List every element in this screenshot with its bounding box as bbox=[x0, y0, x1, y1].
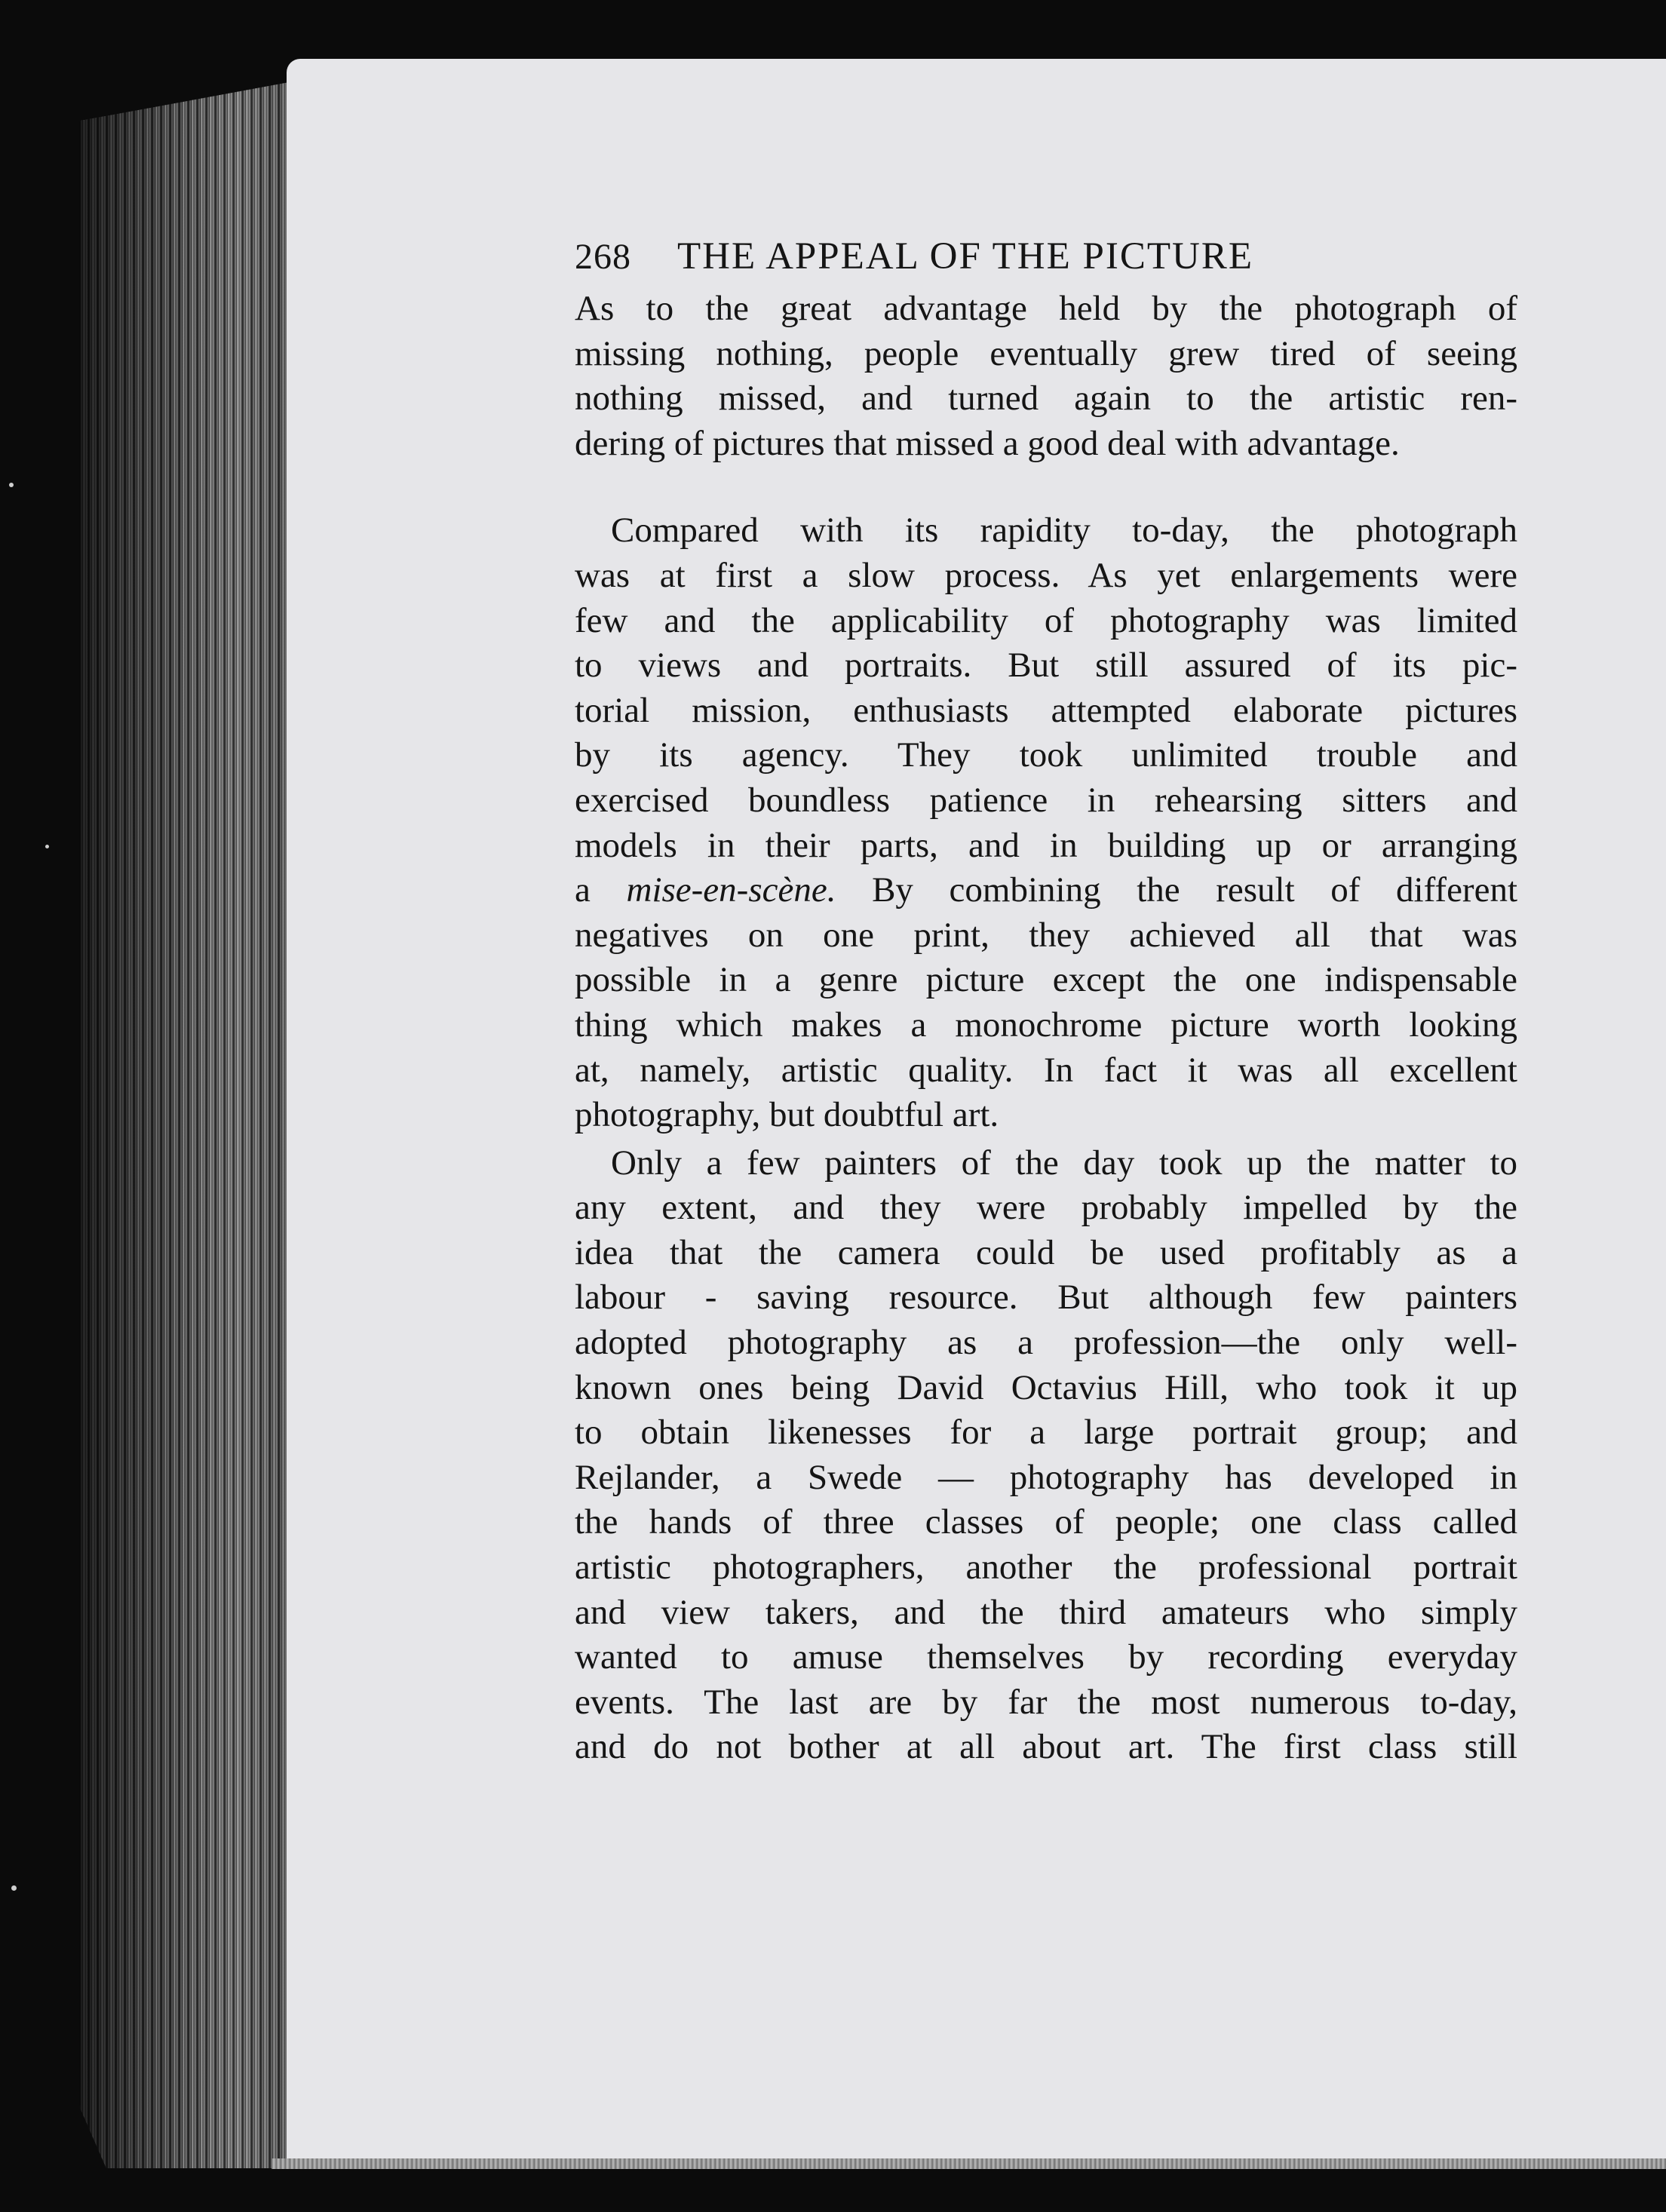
page-text-block bbox=[575, 226, 1517, 1770]
text-line: As to the great advantage held by the photograph of bbox=[575, 289, 1517, 328]
page-bottom-edge bbox=[272, 2158, 1666, 2169]
text-line: adopted photography as a profession—the only well- bbox=[575, 1323, 1517, 1363]
text-line: Only a few painters of the day took up the matter to bbox=[611, 1143, 1517, 1183]
text-line: Compared with its rapidity to-day, the photograph bbox=[611, 511, 1517, 551]
text-line: dering of pictures that missed a good deal with advantage. bbox=[575, 423, 1400, 463]
text-line: artistic photographers, another the professional portrait bbox=[575, 1548, 1517, 1588]
text-line: to views and portraits. But still assured of its pic- bbox=[575, 646, 1517, 686]
paragraph-3 bbox=[575, 1141, 1517, 1770]
text-line-with-italic bbox=[575, 868, 1517, 913]
paragraph-2 bbox=[575, 508, 1517, 1137]
running-head bbox=[575, 226, 1517, 287]
text-line: exercised boundless patience in rehearsing sitters and bbox=[575, 780, 1517, 820]
page-number: 268 bbox=[575, 237, 631, 277]
text-line: models in their parts, and in building up or arranging bbox=[575, 825, 1517, 865]
text-line: possible in a genre picture except the one indispensable bbox=[575, 960, 1517, 1000]
dust-speck bbox=[11, 1885, 17, 1891]
dust-speck bbox=[9, 483, 14, 487]
text-line: was at first a slow process. As yet enlargements were bbox=[575, 555, 1517, 595]
text-line: by its agency. They took unlimited trouble and bbox=[575, 735, 1517, 775]
paragraph-gap bbox=[575, 466, 1517, 508]
text-line: and view takers, and the third amateurs who simply bbox=[575, 1592, 1517, 1632]
book-edge-shadow bbox=[79, 79, 305, 2168]
text-line: and do not bother at all about art. The first class still bbox=[575, 1727, 1517, 1767]
text-line: photography, but doubtful art. bbox=[575, 1095, 999, 1135]
text-line: torial mission, enthusiasts attempted elaborate pictures bbox=[575, 690, 1517, 730]
running-head-title: THE APPEAL OF THE PICTURE bbox=[677, 235, 1254, 278]
text-fragment: a bbox=[575, 870, 591, 910]
text-line: to obtain likenesses for a large portrait group; and bbox=[575, 1413, 1517, 1453]
text-line: Rejlander, a Swede — photography has developed in bbox=[575, 1457, 1517, 1497]
text-line: labour - saving resource. But although few painters bbox=[575, 1278, 1517, 1318]
text-line: any extent, and they were probably impelled by the bbox=[575, 1188, 1517, 1228]
text-line: at, namely, artistic quality. In fact it was all excellent bbox=[575, 1050, 1517, 1090]
text-line: wanted to amuse themselves by recording everyday bbox=[575, 1637, 1517, 1677]
text-line: known ones being David Octavius Hill, who took it up bbox=[575, 1367, 1517, 1407]
text-line: negatives on one print, they achieved all that was bbox=[575, 915, 1517, 955]
text-line: missing nothing, people eventually grew tired of seeing bbox=[575, 333, 1517, 373]
text-line: idea that the camera could be used profitably as a bbox=[575, 1232, 1517, 1272]
dust-speck bbox=[45, 845, 49, 848]
text-line: events. The last are by far the most numerous to-day, bbox=[575, 1682, 1517, 1722]
text-fragment: By combining the result of different bbox=[872, 870, 1517, 910]
italic-term: mise-en-scène. bbox=[626, 870, 836, 910]
text-line: nothing missed, and turned again to the artistic ren- bbox=[575, 379, 1517, 419]
text-line: the hands of three classes of people; one class called bbox=[575, 1502, 1517, 1542]
text-line: thing which makes a monochrome picture worth looking bbox=[575, 1005, 1517, 1045]
paragraph-1 bbox=[575, 287, 1517, 466]
text-line: few and the applicability of photography was limited bbox=[575, 600, 1517, 640]
